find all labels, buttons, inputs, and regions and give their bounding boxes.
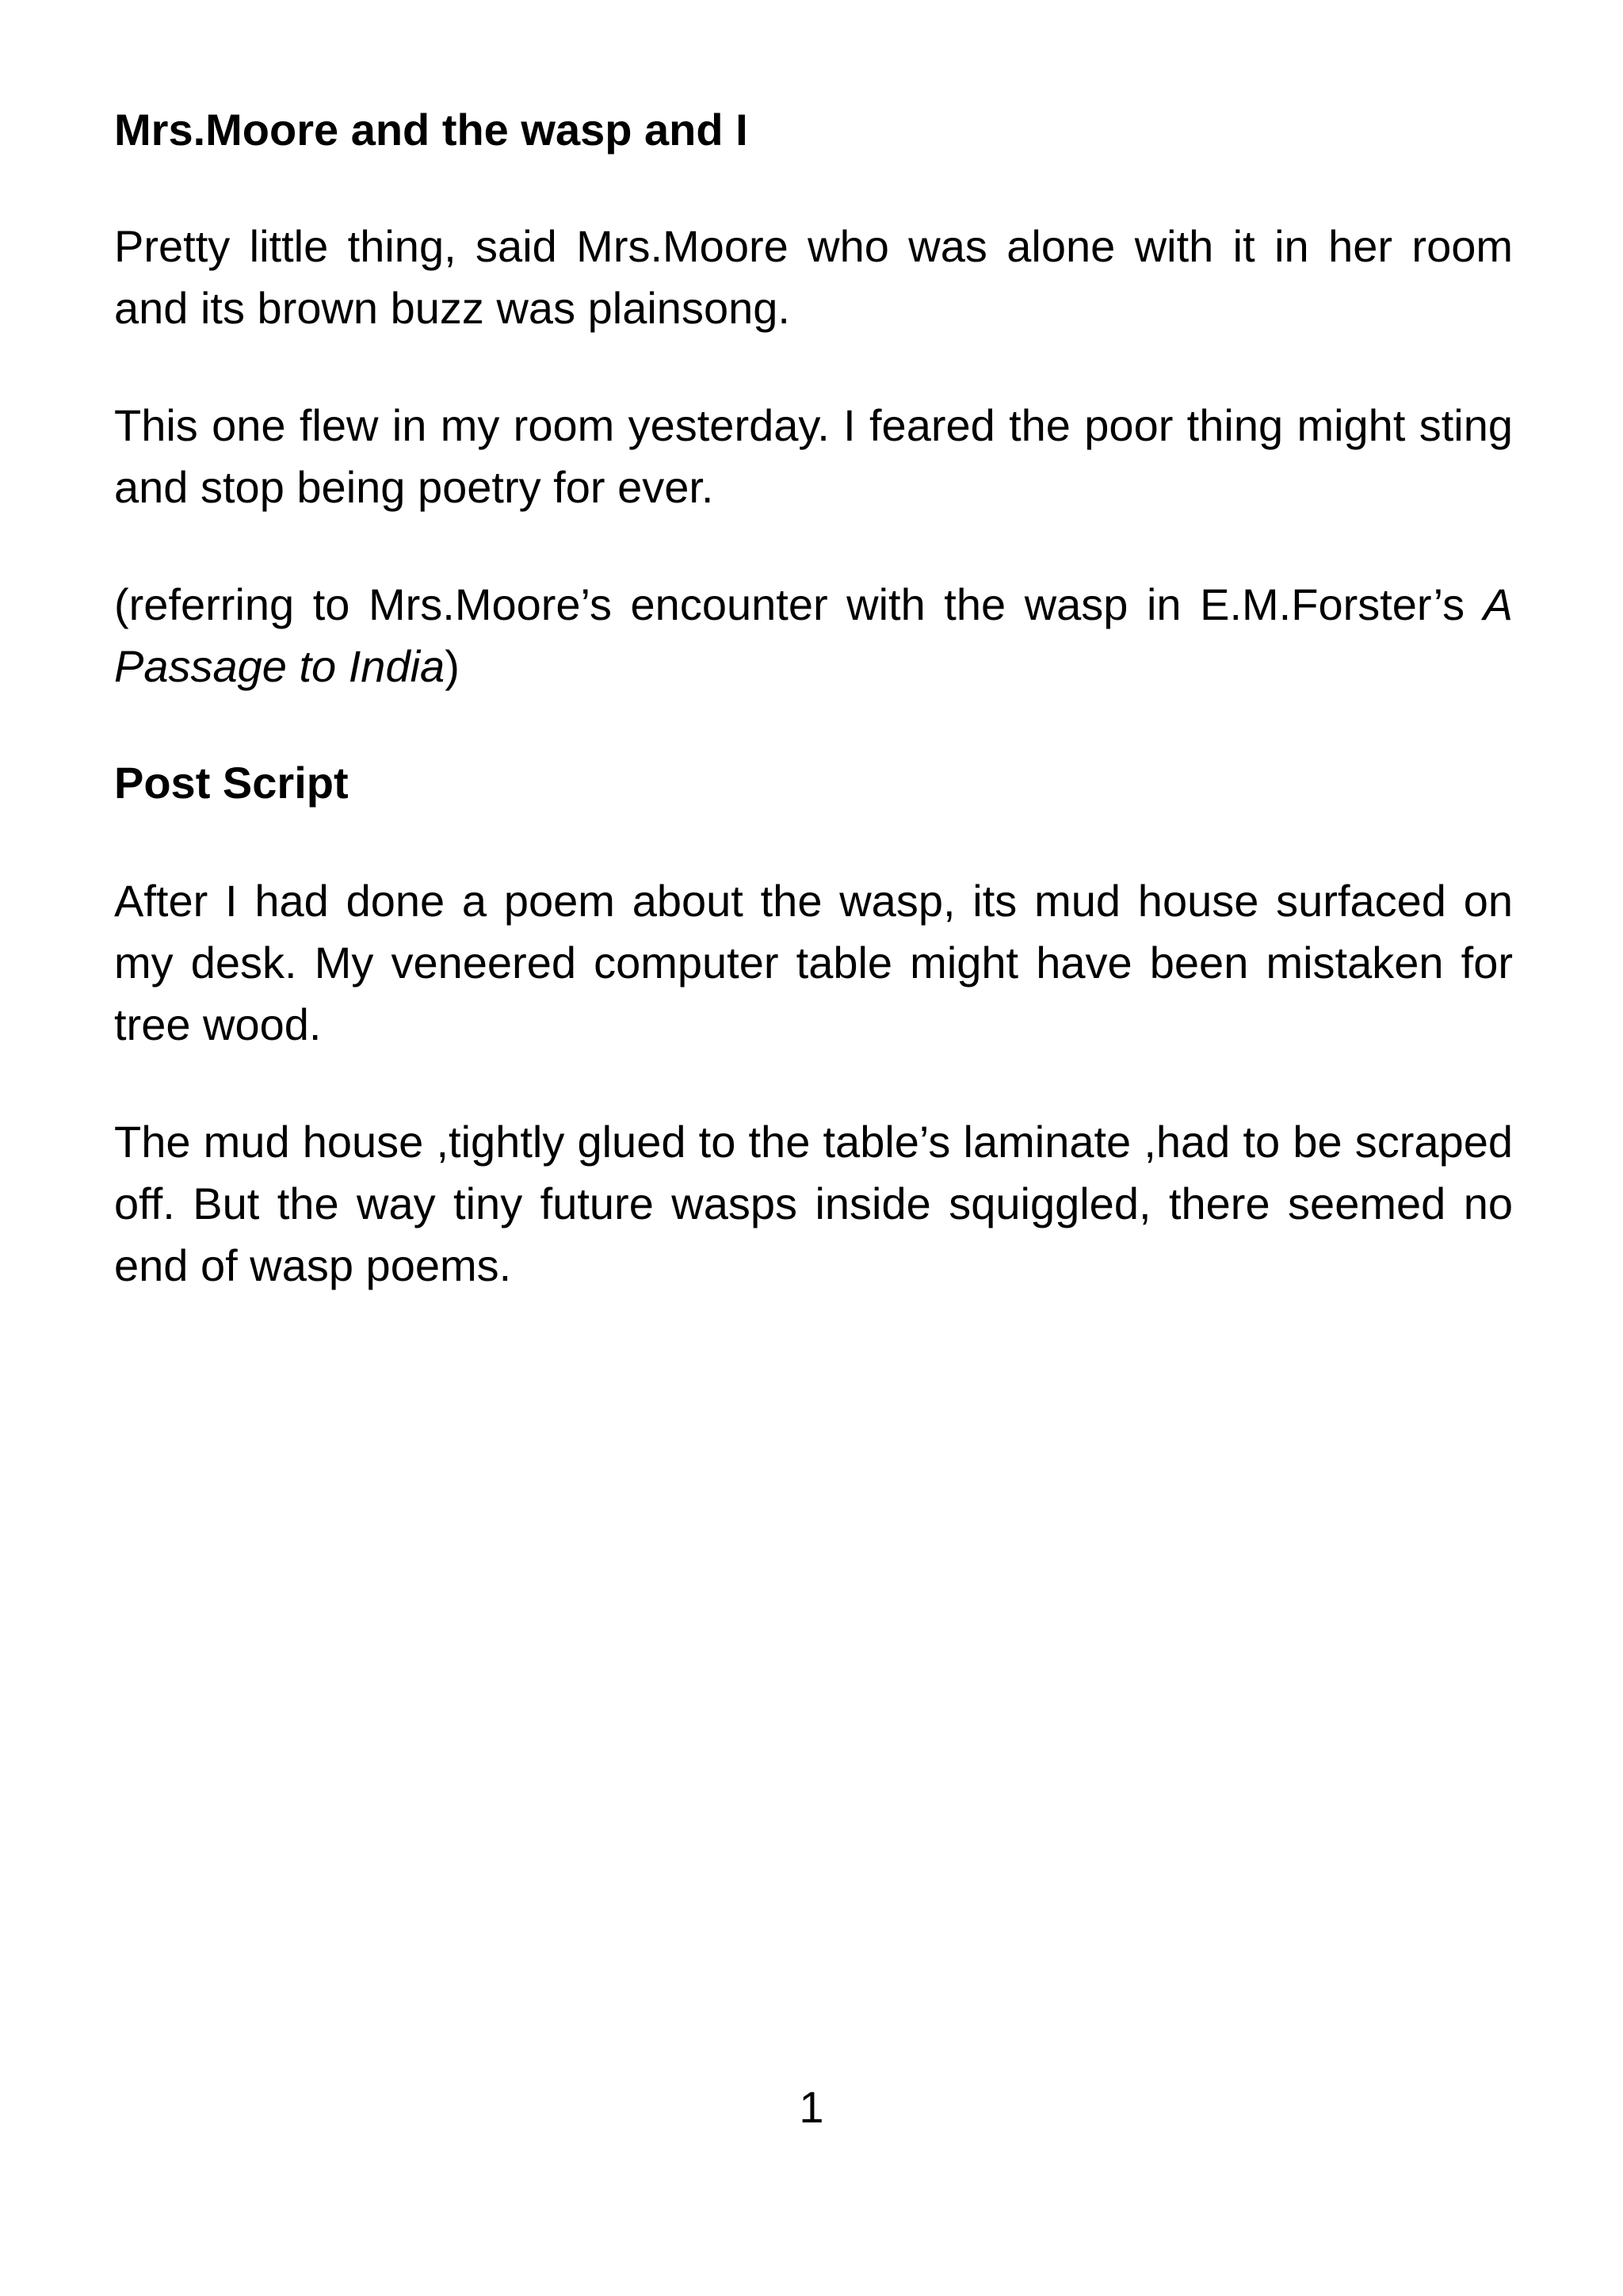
- paragraph-3-close: ): [445, 641, 460, 691]
- page-title: Mrs.Moore and the wasp and I: [114, 105, 748, 155]
- paragraph-3-text: (referring to Mrs.Moore’s encounter with the wasp in E.M.Forster’s: [114, 579, 1484, 629]
- book-title: A Passage to India: [114, 579, 1513, 691]
- paragraph-1: Pretty little thing, said Mrs.Moore who was alone with it in her room and its brown buzz was plainsong.: [114, 221, 1513, 333]
- page-number: 1: [799, 2082, 824, 2132]
- postscript-heading: Post Script: [114, 758, 349, 808]
- document-body: [114, 100, 1513, 1352]
- paragraph-4: After I had done a poem about the wasp, its mud house surfaced on my desk. My veneered computer table might have been mistaken for tree wood.: [114, 876, 1513, 1049]
- paragraph-3: [114, 574, 1513, 697]
- paragraph-5: The mud house ,tightly glued to the table’s laminate ,had to be scraped off. But the way tiny future wasps inside squiggled, there seemed no end of wasp poems.: [114, 1117, 1513, 1290]
- paragraph-2: This one flew in my room yesterday. I feared the poor thing might sting and stop being poetry for ever.: [114, 400, 1513, 512]
